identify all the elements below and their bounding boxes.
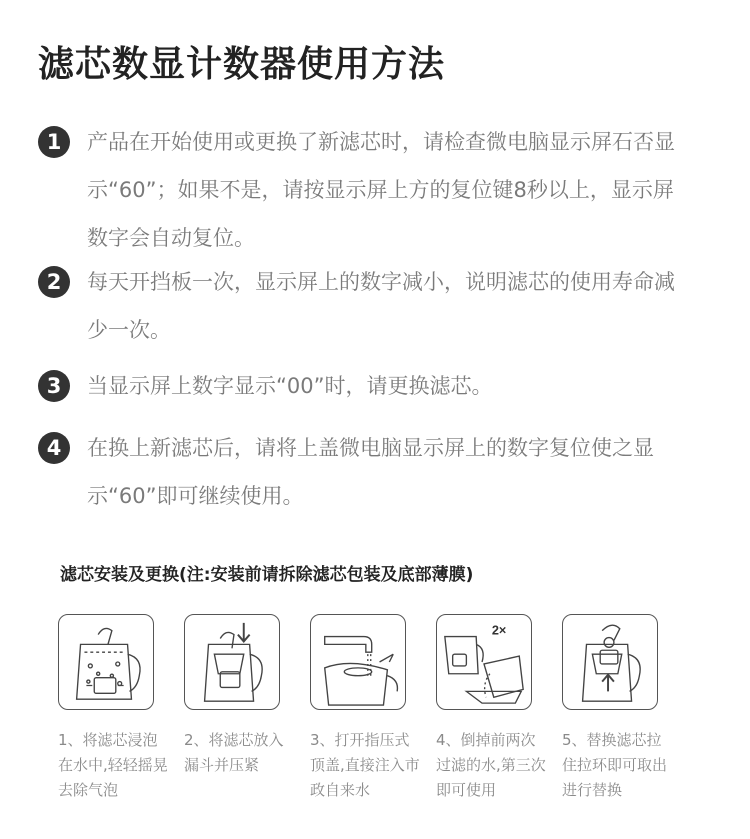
step-4	[38, 424, 688, 520]
install-caption-4: 4、倒掉前两次过滤的水,第三次即可使用	[436, 731, 546, 799]
step-number-badge: 1	[38, 126, 70, 158]
install-caption-2: 2、将滤芯放入漏斗并压紧	[184, 731, 284, 774]
step-text: 在换上新滤芯后，请将上盖微电脑显示屏上的数字复位使之显示“60”即可继续使用。	[87, 436, 654, 508]
step-1	[38, 118, 688, 262]
page-title: 滤芯数显计数器使用方法	[38, 44, 446, 85]
install-subtitle: 滤芯安装及更换(注:安装前请拆除滤芯包装及底部薄膜)	[60, 565, 474, 585]
step-number-badge: 4	[38, 432, 70, 464]
step-number-badge: 2	[38, 266, 70, 298]
install-caption-5: 5、替换滤芯拉住拉环即可取出进行替换	[562, 731, 668, 799]
install-caption-3: 3、打开指压式顶盖,直接注入市政自来水	[310, 731, 420, 799]
step-3	[38, 362, 688, 410]
install-illustrations	[58, 614, 678, 714]
install-caption-1: 1、将滤芯浸泡在水中,轻轻摇晃去除气泡	[58, 731, 168, 799]
repeat-count-badge: 2×	[491, 622, 507, 638]
step-text: 当显示屏上数字显示“00”时，请更换滤芯。	[87, 374, 493, 398]
fill-water-icon	[310, 614, 406, 710]
step-text: 产品在开始使用或更换了新滤芯时，请检查微电脑显示屏石否显示“60”；如果不是，请按显示屏上方的复位键8秒以上，显示屏数字会自动复位。	[87, 130, 675, 250]
remove-filter-icon	[562, 614, 658, 710]
soak-filter-icon	[58, 614, 154, 710]
step-text: 每天开挡板一次，显示屏上的数字减小，说明滤芯的使用寿命减少一次。	[87, 270, 675, 342]
step-number-badge: 3	[38, 370, 70, 402]
step-2	[38, 258, 688, 354]
insert-filter-icon	[184, 614, 280, 710]
pour-out-icon	[436, 614, 532, 710]
